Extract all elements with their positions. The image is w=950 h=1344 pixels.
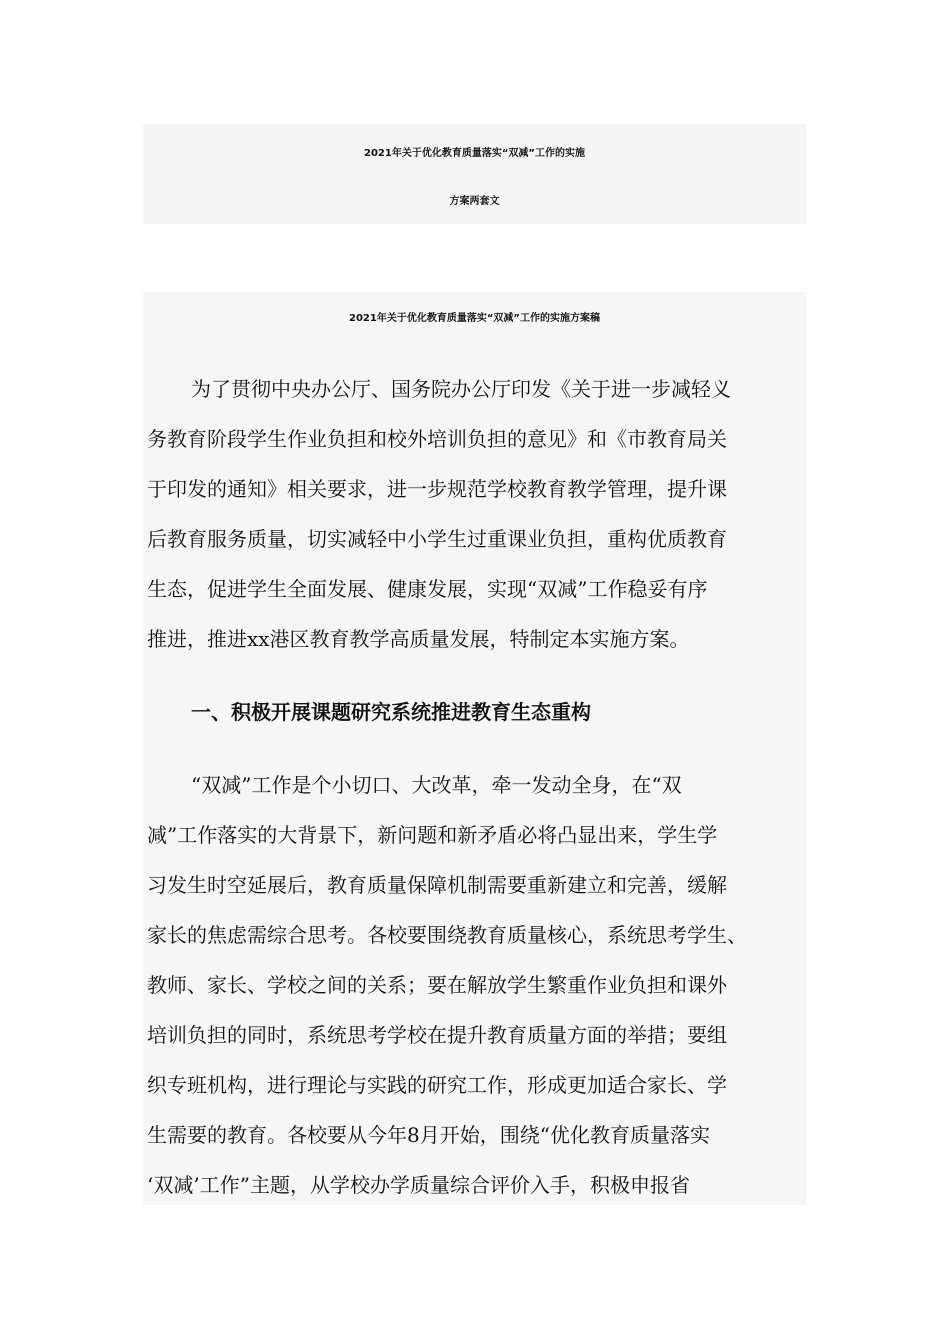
document-title-line-2: 方案两套文: [449, 196, 500, 207]
document-subtitle: 2021年关于优化教育质量落实“双减”工作的实施方案稿: [349, 313, 600, 324]
paragraph-1-line: 生态，促进学生全面发展、健康发展，实现“双减”工作稳妥有序: [147, 577, 708, 601]
paragraph-1-line: 为了贯彻中央办公厅、国务院办公厅印发《关于进一步减轻义: [191, 377, 731, 401]
document-title-block: [143, 124, 806, 224]
document-title-line-1: 2021年关于优化教育质量落实“双减”工作的实施: [364, 148, 585, 159]
paragraph-2-line: ‘双减’工作”主题，从学校办学质量综合评价入手，积极申报省: [147, 1173, 690, 1197]
paragraph-2-line: 生需要的教育。各校要从今年8月开始，围绕“优化教育质量落实: [147, 1123, 710, 1147]
paragraph-1-line: 于印发的通知》相关要求，进一步规范学校教育教学管理，提升课: [147, 477, 727, 501]
paragraph-1-line: 务教育阶段学生作业负担和校外培训负担的意见》和《市教育局关: [147, 427, 727, 451]
section-1-heading: 一、积极开展课题研究系统推进教育生态重构: [191, 700, 591, 724]
paragraph-2-line: 家长的焦虑需综合思考。各校要围绕教育质量核心，系统思考学生、: [147, 923, 747, 947]
paragraph-2-line: 织专班机构，进行理论与实践的研究工作，形成更加适合家长、学: [147, 1073, 727, 1097]
paragraph-2-line: 教师、家长、学校之间的关系；要在解放学生繁重作业负担和课外: [147, 973, 727, 997]
paragraph-2-line: 培训负担的同时，系统思考学校在提升教育质量方面的举措；要组: [147, 1023, 727, 1047]
paragraph-2-line: 习发生时空延展后，教育质量保障机制需要重新建立和完善，缓解: [147, 873, 727, 897]
paragraph-1-line: 后教育服务质量，切实减轻中小学生过重课业负担，重构优质教育: [147, 527, 727, 551]
paragraph-2-line: “双减”工作是个小切口、大改革，牵一发动全身，在“双: [191, 773, 682, 797]
document-body: [143, 292, 806, 1205]
paragraph-2-line: 减”工作落实的大背景下，新问题和新矛盾必将凸显出来，学生学: [147, 823, 718, 847]
paragraph-1-line: 推进，推进xx港区教育教学高质量发展，特制定本实施方案。: [147, 627, 690, 651]
